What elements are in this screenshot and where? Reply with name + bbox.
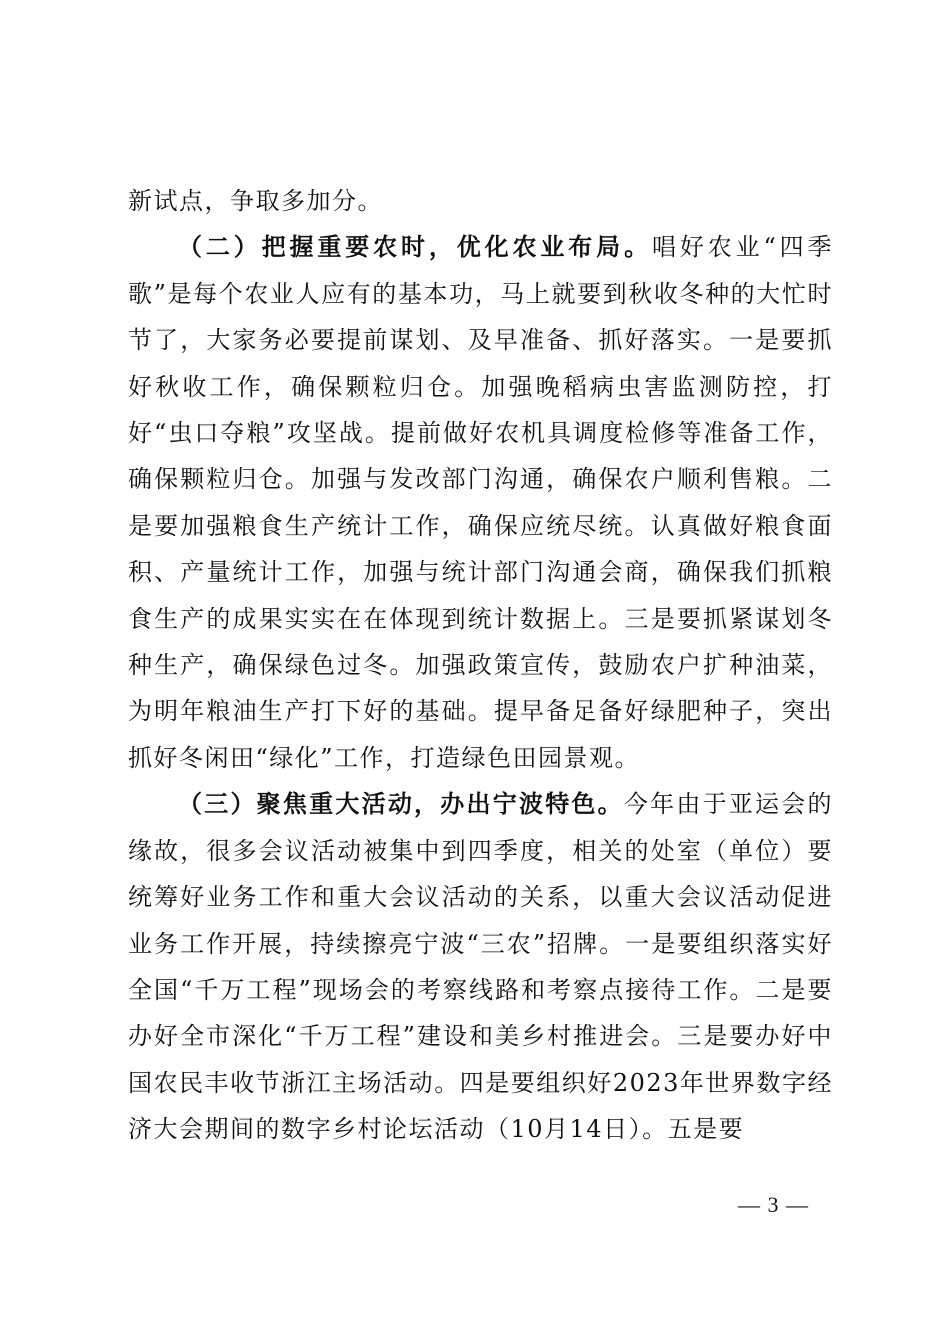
section-2-body: 唱好农业“四季歌”是每个农业人应有的基本功，马上就要到秋收冬种的大忙时节了，大家务必要提前谋划、及早准备、抓好落实。一是要抓好秋收工作，确保颗粒归仓。加强晚稻病虫害监测防控，打好“虫口夺粮”攻坚战。提前做好农机具调度检修等准备工作，确保颗粒归仓。加强与发改部门沟通，确保农户顺利售粮。二是要加强粮食生产统计工作，确保应统尽统。认真做好粮食面积、产量统计工作，加强与统计部门沟通会商，确保我们抓粮食生产的成果实实在在体现到统计数据上。三是要抓紧谋划冬种生产，确保绿色过冬。加强政策宣传，鼓励农户扩种油菜，为明年粮油生产打下好的基础。提早备足备好绿肥种子，突出抓好冬闲田“绿化”工作，打造绿色田园景观。 [128,233,833,772]
section-3-heading: （三）聚焦重大活动，办出宁波特色。 [178,789,624,819]
page-number: — 3 — [738,1192,809,1217]
continuation-paragraph [128,178,833,224]
continuation-text: 新试点，争取多加分。 [128,187,383,215]
section-2-paragraph [128,224,833,781]
body-text [128,178,833,1153]
section-2-heading: （二）把握重要农时，优化农业布局。 [178,232,652,262]
section-3-paragraph [128,781,833,1152]
section-3-body: 今年由于亚运会的缘故，很多会议活动被集中到四季度，相关的处室（单位）要统筹好业务工作和重大会议活动的关系，以重大会议活动促进业务工作开展，持续擦亮宁波“三农”招牌。一是要组织落实好全国“千万工程”现场会的考察线路和考察点接待工作。二是要办好全市深化“千万工程”建设和美乡村推进会。三是要办好中国农民丰收节浙江主场活动。四是要组织好2023年世界数字经济大会期间的数字乡村论坛活动（10月14日）。五是要 [128,790,834,1144]
